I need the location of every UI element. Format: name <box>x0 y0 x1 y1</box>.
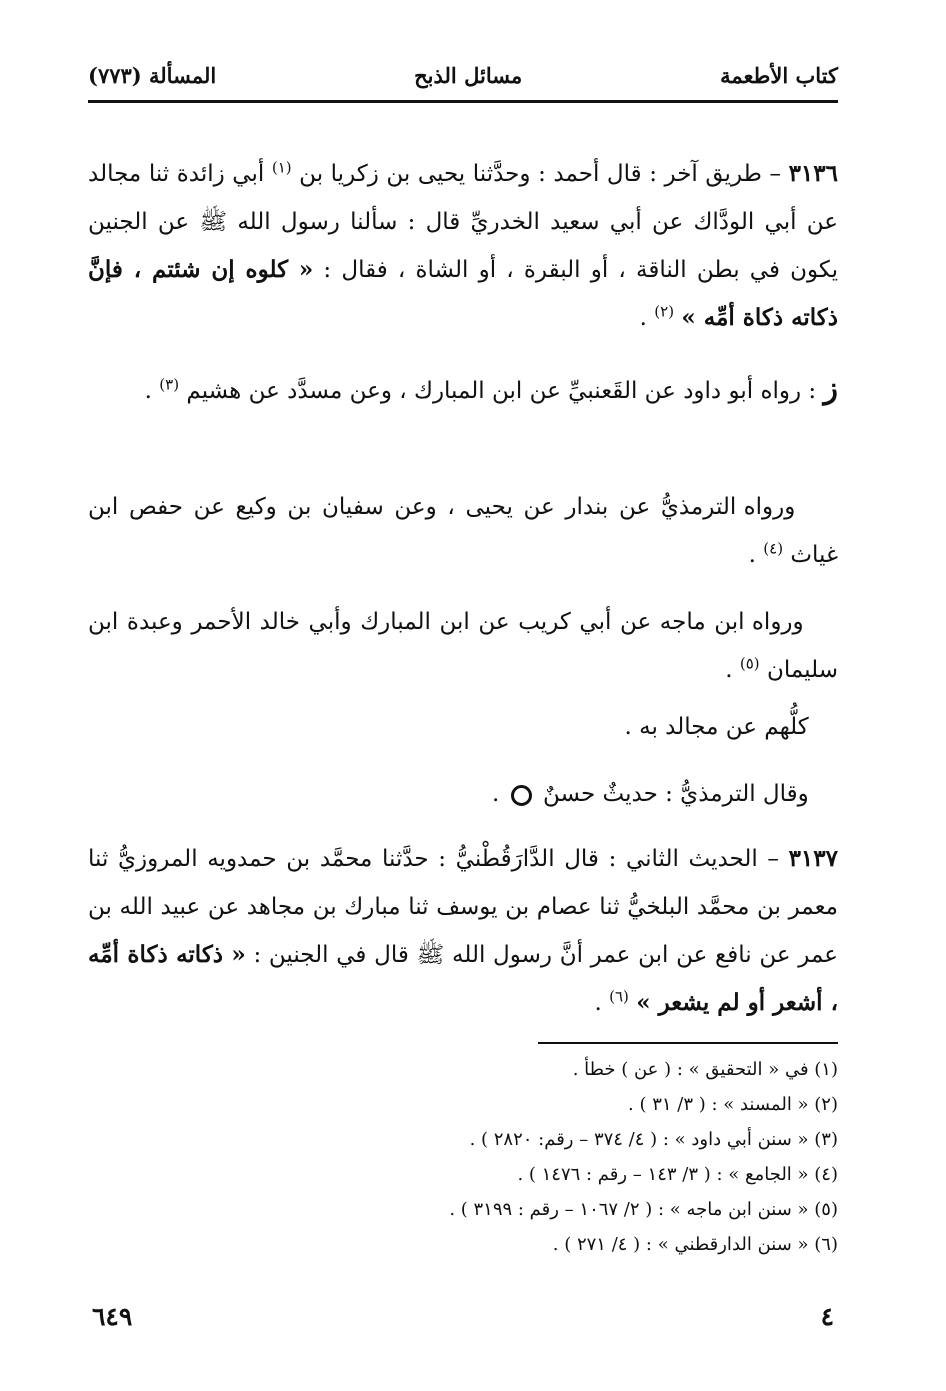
header-chapter-title: مسائل الذبح <box>414 62 523 88</box>
hadith-quote: « ذكاته ذكاة أمِّه ، أشعر أو لم يشعر » <box>88 941 838 1016</box>
takhrij-mark: ز <box>823 371 838 406</box>
volume-number: ٤ <box>820 1302 834 1331</box>
footnote-1: (١) في « التحقيق » : ( عن ) خطأ . <box>572 1059 838 1080</box>
tirmidhi-grading-paragraph <box>88 770 838 818</box>
footnote-ref: (٣) <box>159 375 180 394</box>
hadith-number: ٣١٣٦ <box>788 160 838 187</box>
footnote-4: (٤) « الجامع » : ( ٣/ ١٤٣ – رقم : ١٤٧٦ ) . <box>517 1164 838 1185</box>
footnote-rule <box>538 1042 838 1044</box>
sentence-end: . <box>492 781 507 807</box>
hadith-text: أبي زائدة ثنا مجالد عن أبي الودَّاك عن أبي سعيد الخدريِّ قال : سألنا رسول الله ﷺ عن الجنين يكون في بطن الناقة ، أو البقرة ، أو الشاة ، فقال : <box>88 161 838 283</box>
hadith-text: – الحديث الثاني : قال الدَّارَقُطْنيُّ : حدَّثنا محمَّد بن حمدويه المروزيُّ ثنا معمر بن محمَّد البلخيُّ ثنا عصام بن يوسف ثنا مبارك بن مجاهد عن عبيد الله بن عمر عن نافع عن ابن عمر أنَّ رسول الله ﷺ قال في الجنين : <box>88 846 838 968</box>
tirmidhi-paragraph <box>88 483 838 579</box>
footnote-3: (٣) « سنن أبي داود » : ( ٤/ ٣٧٤ – رقم: ٢٨٢٠ ) . <box>469 1129 838 1150</box>
page-number: ٦٤٩ <box>92 1302 133 1331</box>
footnote-5: (٥) « سنن ابن ماجه » : ( ٢/ ١٠٦٧ – رقم : ٣١٩٩ ) . <box>449 1199 838 1220</box>
footnote-ref: (٥) <box>739 654 760 673</box>
paragraph-text: ورواه الترمذيُّ عن بندار عن يحيى ، وعن سفيان بن وكيع عن حفص ابن غياث <box>88 494 838 568</box>
footnote-6: (٦) « سنن الدارقطني » : ( ٤/ ٢٧١ ) . <box>552 1234 838 1255</box>
hadith-3136 <box>88 150 838 342</box>
sentence-end: . <box>594 990 610 1016</box>
circle-mark-icon <box>511 785 532 806</box>
takhrij-text: : رواه أبو داود عن القَعنبيِّ عن ابن المبارك ، وعن مسدَّد عن هشيم <box>179 378 824 404</box>
paragraph-text: ورواه ابن ماجه عن أبي كريب عن ابن المبارك وأبي خالد الأحمر وعبدة ابن سليمان <box>88 609 838 683</box>
footnote-ref: (٢) <box>654 302 675 321</box>
sentence-end: . <box>748 542 764 568</box>
takhrij-paragraph <box>88 365 838 415</box>
footnote-2: (٢) « المسند » : ( ٣/ ٣١ ) . <box>628 1094 838 1115</box>
footnotes <box>88 1052 838 1262</box>
sentence-end: . <box>144 378 160 404</box>
running-header <box>88 55 838 95</box>
header-rule <box>88 100 838 103</box>
hadith-number: ٣١٣٧ <box>788 845 838 872</box>
footnote-ref: (٦) <box>609 987 629 1006</box>
hadith-text: – طريق آخر : قال أحمد : وحدَّثنا يحيى بن زكريا بن <box>291 161 789 187</box>
ibn-majah-paragraph <box>88 598 838 694</box>
paragraph-text: كلُّهم عن مجالد به . <box>624 714 809 740</box>
paragraph-text: وقال الترمذيُّ : حديثٌ حسنٌ <box>535 781 809 807</box>
hadith-3137 <box>88 835 838 1027</box>
sentence-end: . <box>639 305 655 331</box>
hadith-quote: « كلوه إن شئتم ، فإنَّ ذكاته ذكاة أمِّه » <box>88 256 838 331</box>
footnote-ref: (١) <box>271 158 292 177</box>
header-book-title: كتاب الأطعمة <box>720 62 838 88</box>
all-of-them-paragraph <box>88 703 838 751</box>
footnote-ref: (٤) <box>763 539 784 558</box>
sentence-end: . <box>725 657 740 683</box>
header-issue-number: المسألة (٧٧٣) <box>88 62 217 88</box>
